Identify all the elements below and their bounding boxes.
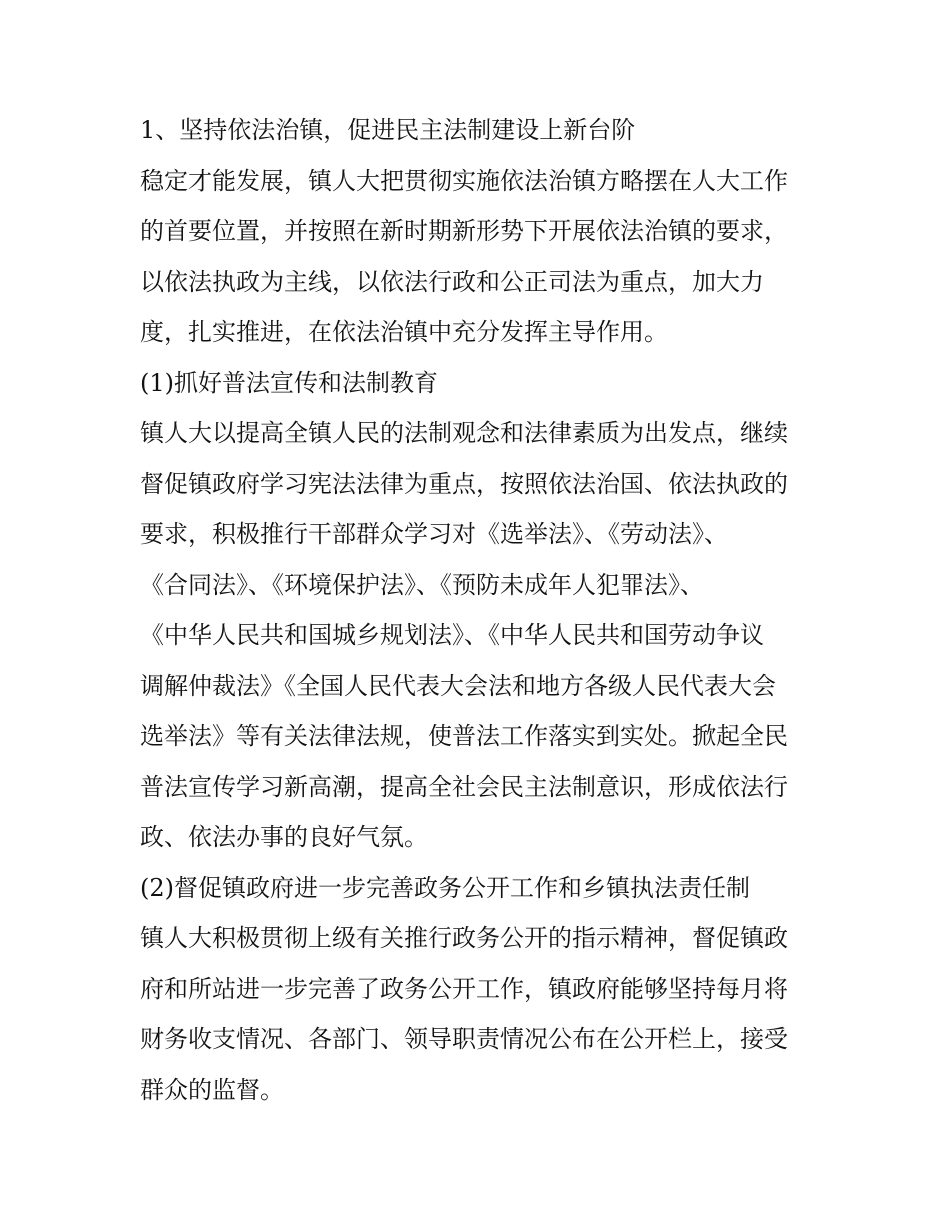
paragraph-line: 以依法执政为主线，以依法行政和公正司法为重点，加大力 — [140, 267, 764, 296]
paragraph-line: 选举法》等有关法律法规，使普法工作落实到实处。掀起全民 — [140, 722, 788, 750]
paragraph-line: 府和所站进一步完善了政务公开工作，镇政府能够坚持每月将 — [140, 974, 788, 1003]
paragraph-line: 《中华人民共和国城乡规划法》、《中华人民共和国劳动争议 — [140, 621, 764, 649]
paragraph-line: 稳定才能发展，镇人大把贯彻实施依法治镇方略摆在人大工作 — [140, 166, 788, 195]
paragraph-line: 政、依法办事的良好气氛。 — [140, 823, 428, 851]
paragraph-line: 普法宣传学习新高潮，提高全社会民主法制意识，形成依法行 — [140, 772, 788, 801]
section-heading: 1、坚持依法治镇，促进民主法制建设上新台阶 — [140, 116, 636, 144]
paragraph-line: 群众的监督。 — [140, 1075, 284, 1104]
paragraph-line: 度，扎实推进，在依法治镇中充分发挥主导作用。 — [140, 318, 668, 346]
paragraph-line: 的首要位置，并按照在新时期新形势下开展依法治镇的要求， — [140, 217, 788, 245]
paragraph-line: 《合同法》、《环境保护法》、《预防未成年人犯罪法》、 — [140, 570, 704, 599]
paragraph-line: 要求，积极推行干部群众学习对《选举法》、《劳动法》、 — [140, 520, 728, 548]
subsection-heading: (1)抓好普法宣传和法制教育 — [140, 368, 438, 397]
paragraph-line: 镇人大以提高全镇人民的法制观念和法律素质为出发点，继续 — [140, 419, 788, 447]
document-body — [140, 105, 820, 1115]
paragraph-line: 督促镇政府学习宪法法律为重点，按照依法治国、依法执政的 — [140, 469, 788, 498]
paragraph-line: 调解仲裁法》《全国人民代表大会法和地方各级人民代表大会 — [140, 671, 776, 700]
subsection-heading: (2)督促镇政府进一步完善政务公开工作和乡镇执法责任制 — [140, 873, 750, 902]
paragraph-line: 镇人大积极贯彻上级有关推行政务公开的指示精神，督促镇政 — [140, 924, 788, 952]
paragraph-line: 财务收支情况、各部门、领导职责情况公布在公开栏上，接受 — [140, 1025, 788, 1053]
